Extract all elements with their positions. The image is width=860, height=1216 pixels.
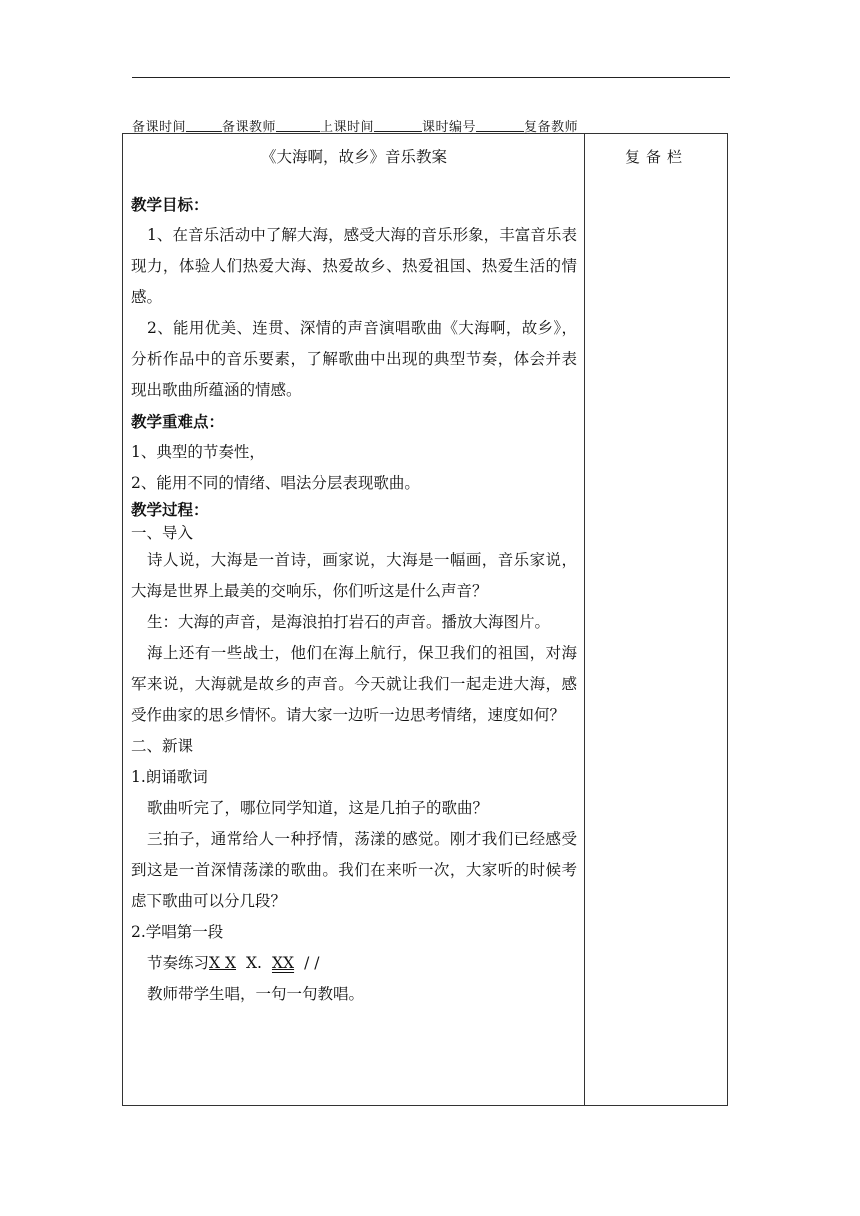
top-rule xyxy=(132,77,730,78)
field-label-review-teacher: 复备教师 xyxy=(524,120,579,135)
section-new-lesson-heading: 二、新课 xyxy=(131,737,194,755)
step-1-heading: 1.朗诵歌词 xyxy=(131,768,208,786)
column-divider xyxy=(584,133,585,1106)
section-intro-heading: 一、导入 xyxy=(131,524,194,542)
field-label-lesson-number: 课时编号 xyxy=(422,120,477,135)
key-point-2: 2、能用不同的情绪、唱法分层表现歌曲。 xyxy=(131,474,420,492)
rhythm-label: 节奏练习 xyxy=(147,954,210,972)
objective-2: 2、能用优美、连贯、深情的声音演唱歌曲《大海啊，故乡》，分析作品中的音乐要素，了解歌曲中出现的典型节奏，体会并表现出歌曲所蕴涵的情感。 xyxy=(131,319,577,399)
review-column-title: 复备栏 xyxy=(624,148,688,166)
intro-paragraph-1: 诗人说，大海是一首诗，画家说，大海是一幅画，音乐家说，大海是世界上最美的交响乐，你们听这是什么声音？ xyxy=(131,551,577,600)
field-label-prep-time: 备课时间 xyxy=(132,120,187,135)
rhythm-notes-3: XX xyxy=(271,954,295,972)
field-label-class-time: 上课时间 xyxy=(320,120,375,135)
objectives-heading: 教学目标： xyxy=(131,195,209,214)
objective-1: 1、在音乐活动中了解大海，感受大海的音乐形象，丰富音乐表现力，体验人们热爱大海、热爱故乡、热爱祖国、热爱生活的情感。 xyxy=(131,226,577,306)
field-blank-class-time[interactable] xyxy=(374,119,422,132)
process-heading: 教学过程： xyxy=(131,500,209,519)
step-1-paragraph-2: 三拍子，通常给人一种抒情，荡漾的感觉。刚才我们已经感受到这是一首深情荡漾的歌曲。我们在来听一次，大家听的时候考虑下歌曲可以分几段？ xyxy=(131,830,577,910)
lesson-title: 《大海啊，故乡》音乐教案 xyxy=(260,148,447,166)
field-label-prep-teacher: 备课教师 xyxy=(222,120,277,135)
lesson-content xyxy=(131,143,577,1010)
field-blank-lesson-number[interactable] xyxy=(476,119,524,132)
rhythm-notes-2: X. xyxy=(246,954,262,972)
step-2-heading: 2.学唱第一段 xyxy=(131,923,224,941)
key-points-heading: 教学重难点： xyxy=(131,412,225,431)
intro-paragraph-3: 海上还有一些战士，他们在海上航行，保卫我们的祖国，对海军来说，大海就是故乡的声音。今天就让我们一起走进大海，感受作曲家的思乡情怀。请大家一边听一边思考情绪，速度如何？ xyxy=(131,644,577,724)
step-2-paragraph-1: 教师带学生唱，一句一句教唱。 xyxy=(147,985,365,1003)
field-blank-prep-teacher[interactable] xyxy=(276,119,320,132)
intro-paragraph-2: 生：大海的声音，是海浪拍打岩石的声音。播放大海图片。 xyxy=(147,613,551,631)
key-point-1: 1、典型的节奏性， xyxy=(131,443,265,461)
rhythm-notes-1: X X xyxy=(209,954,237,972)
rhythm-notes-4: / / xyxy=(304,954,320,972)
step-1-paragraph-1: 歌曲听完了，哪位同学知道，这是几拍子的歌曲？ xyxy=(147,799,489,817)
rhythm-practice-line xyxy=(131,948,577,979)
field-blank-prep-time[interactable] xyxy=(186,119,222,132)
